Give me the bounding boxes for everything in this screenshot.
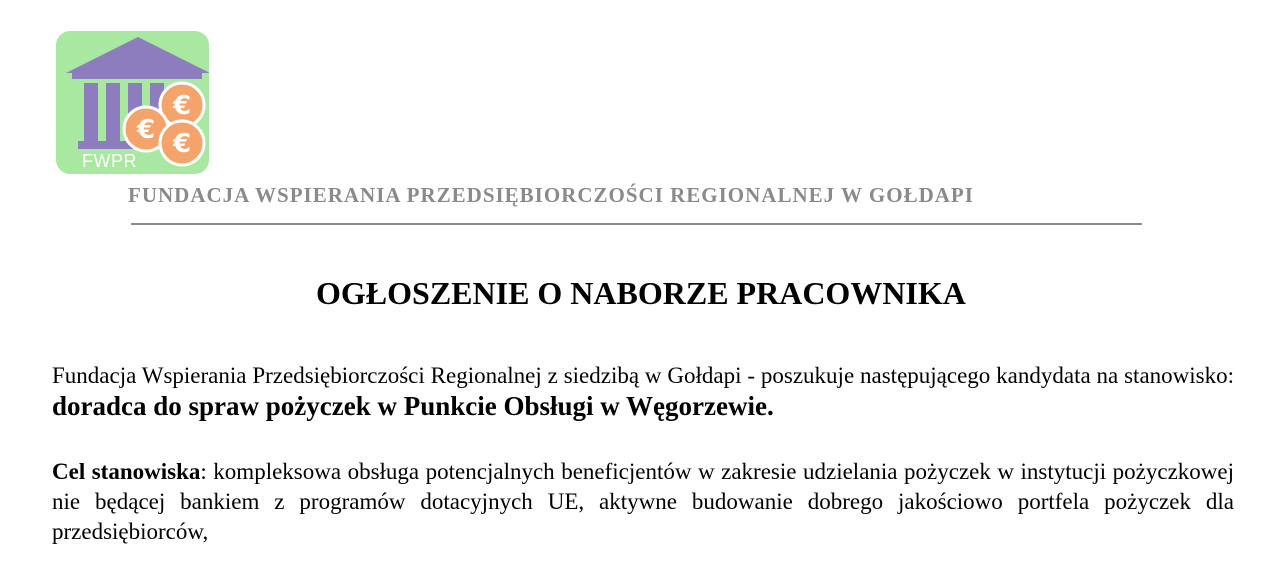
intro-text: Fundacja Wspierania Przedsiębiorczości Regionalnej z siedzibą w Gołdapi - poszukuje następującego kandydata na stanowisko: xyxy=(52,363,1234,388)
logo-text: FWPR xyxy=(82,151,137,171)
svg-text:€: € xyxy=(136,115,156,145)
position-name: doradca do spraw pożyczek w Punkcie Obsługi w Węgorzewie. xyxy=(52,391,774,421)
goal-text: : kompleksowa obsługa potencjalnych beneficjentów w zakresie udzielania pożyczek w instytucji pożyczkowej nie będącej bankiem z programów dotacyjnych UE, aktywne budowanie dobrego jakościowo portfela pożyczek dla przedsiębiorców, xyxy=(52,459,1235,544)
header-divider xyxy=(131,223,1142,225)
svg-text:€: € xyxy=(172,129,192,159)
goal-paragraph xyxy=(52,457,1234,547)
intro-paragraph xyxy=(52,360,1234,423)
organization-name: FUNDACJA WSPIERANIA PRZEDSIĘBIORCZOŚCI REGIONALNEJ W GOŁDAPI xyxy=(128,183,974,207)
goal-label: Cel stanowiska xyxy=(52,459,201,484)
document-title: OGŁOSZENIE O NABORZE PRACOWNIKA xyxy=(316,275,966,311)
svg-text:€: € xyxy=(172,91,192,121)
fwpr-logo xyxy=(56,31,209,174)
